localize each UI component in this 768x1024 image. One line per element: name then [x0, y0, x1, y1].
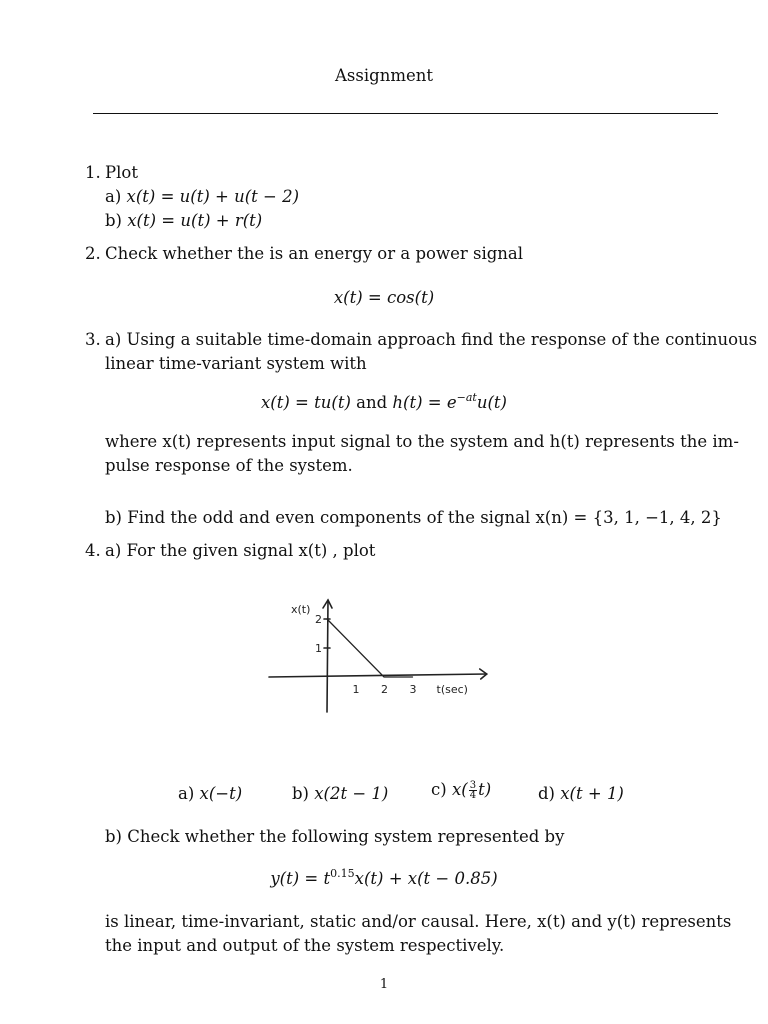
title-rule — [93, 113, 718, 114]
option-b — [292, 784, 388, 804]
option-c-numerator: 3 — [469, 780, 477, 791]
q2-number: 2. — [85, 244, 101, 263]
q3-eq-x: x(t) = tu(t) — [261, 393, 351, 412]
option-d-label: d) — [538, 784, 555, 803]
q3-eq-tail: u(t) — [476, 393, 507, 412]
y-tick-label: 1 — [315, 642, 322, 655]
signal-graph — [265, 590, 505, 720]
option-c-denominator: 4 — [469, 790, 477, 801]
q4b-eq-pre: y(t) = t — [270, 869, 331, 888]
q3-where-line1: where x(t) represents input signal to the system and h(t) represents the im- — [105, 432, 739, 451]
q3-eq-h: h(t) = e — [392, 393, 457, 412]
page-number: 1 — [379, 977, 389, 992]
y-tick-label: 2 — [315, 613, 322, 626]
option-d-expr: x(t + 1) — [560, 784, 624, 803]
q1b-label: b) — [105, 211, 122, 230]
option-b-expr: x(2t − 1) — [314, 784, 389, 803]
q3-eq-and: and — [356, 393, 388, 412]
q3a-line2: linear time-variant system with — [105, 354, 367, 373]
option-c-label: c) — [431, 780, 447, 799]
graph-y-label: x(t) — [291, 603, 311, 616]
x-tick-label: 2 — [381, 683, 388, 696]
q2-equation-text: x(t) = cos(t) — [333, 288, 435, 307]
y-axis-line — [327, 600, 328, 712]
x-tick-label: 1 — [352, 683, 360, 696]
q1b-item — [105, 211, 262, 231]
graph-x-label: t(sec) — [436, 683, 468, 696]
q1-number: 1. — [85, 163, 101, 182]
q4b-eq-exponent: 0.15 — [330, 867, 355, 880]
option-c-expr-post: t) — [478, 780, 492, 799]
q4b-eq-post: x(t) + x(t − 0.85) — [354, 869, 498, 888]
q3a-line1: a) Using a suitable time-domain approach find the response of the continuous — [105, 330, 758, 349]
option-a-label: a) — [178, 784, 195, 803]
q3-number: 3. — [85, 330, 101, 349]
option-b-label: b) — [292, 784, 309, 803]
q4b-equation — [0, 869, 768, 889]
x-axis-line — [269, 674, 487, 677]
option-c — [431, 780, 491, 800]
q1a-item — [105, 187, 299, 207]
graph-ticks — [315, 613, 417, 696]
q4a-text: a) For the given signal x(t) , plot — [105, 541, 376, 560]
option-a-expr: x(−t) — [199, 784, 243, 803]
q3-eq-exponent: −at — [456, 391, 477, 404]
q3-equation — [0, 393, 768, 413]
q3-where-line2: pulse response of the system. — [105, 456, 353, 475]
q1b-expression: x(t) = u(t) + r(t) — [127, 211, 263, 230]
q1a-label: a) — [105, 187, 122, 206]
option-c-fraction — [469, 781, 477, 800]
q3b-text: b) Find the odd and even components of the signal x(n) = {3, 1, −1, 4, 2} — [105, 508, 722, 527]
q4b-line2: the input and output of the system respectively. — [105, 936, 505, 955]
q2-text: Check whether the is an energy or a power signal — [105, 244, 524, 263]
option-d — [538, 784, 624, 804]
q1a-expression: x(t) = u(t) + u(t − 2) — [126, 187, 300, 206]
q1-text: Plot — [105, 163, 138, 182]
page-title: Assignment — [335, 66, 433, 85]
q4b-text: b) Check whether the following system represented by — [105, 827, 565, 846]
q4-number: 4. — [85, 541, 101, 560]
x-tick-label: 3 — [409, 683, 417, 696]
option-a — [178, 784, 242, 804]
q2-equation — [0, 288, 768, 308]
option-c-expr-pre: x( — [451, 780, 468, 799]
graph-series — [327, 619, 413, 677]
signal-line — [327, 619, 413, 677]
q4b-line1: is linear, time-invariant, static and/or causal. Here, x(t) and y(t) represents — [105, 912, 732, 931]
